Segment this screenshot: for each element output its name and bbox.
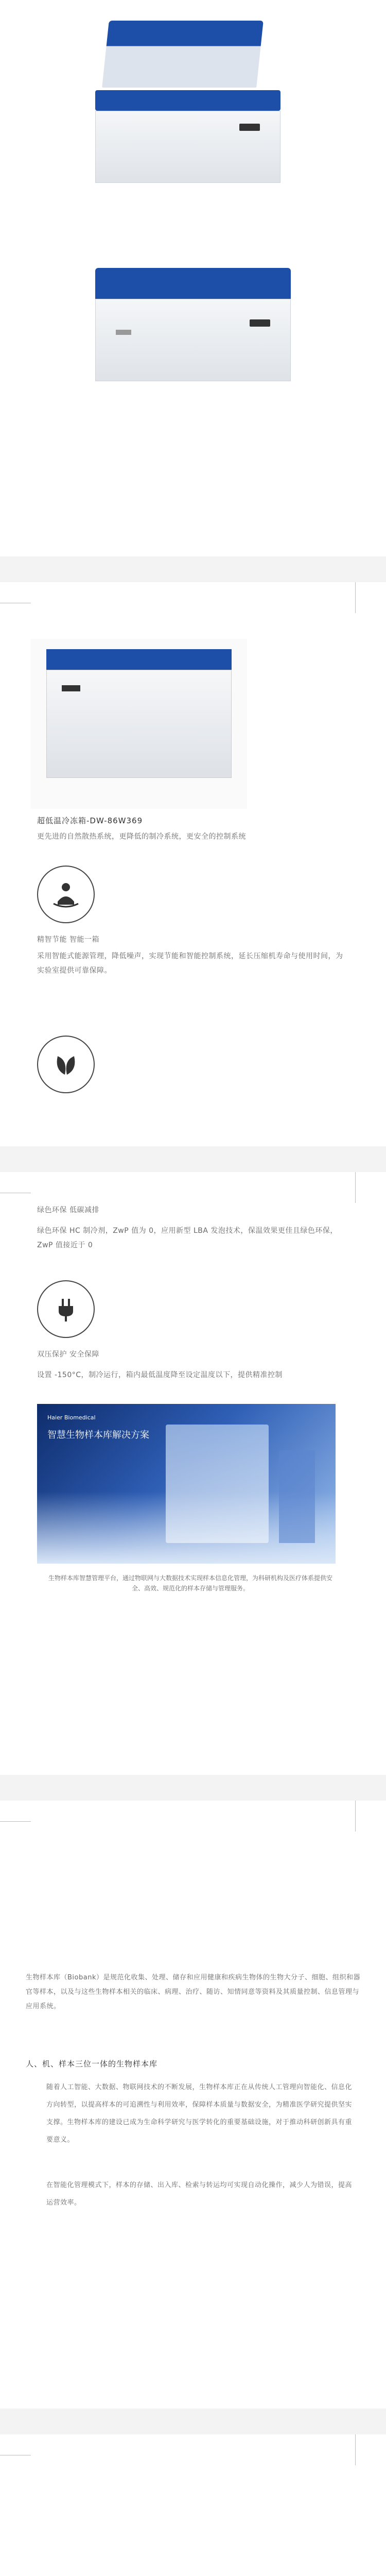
feature-body-2: 绿色环保 HC 制冷剂，ZwP 值为 0，应用新型 LBA 发泡技术，保温效果更佳且绿色环保，ZwP 值接近于 0 [37, 1227, 338, 1249]
feature-body-1: 采用智能式能源管理，降低噪声，实现节能和智能控制系统，延长压缩机寿命与使用时间，为实验室提供可靠保障。 [37, 952, 343, 975]
section-divider [0, 556, 386, 582]
feature-title-1: 精智节能 智能一箱 [37, 936, 99, 944]
section-divider [0, 1775, 386, 1801]
plug-icon [37, 1280, 95, 1338]
person-hands-icon [37, 866, 95, 923]
product-subtitle: 更先进的自然散热系统，更降低的制冷系统，更安全的控制系统 [37, 833, 246, 841]
section-divider [0, 1146, 386, 1172]
feature-title-2: 绿色环保 低碳减排 [37, 1206, 99, 1214]
biobank-banner [37, 1404, 336, 1564]
banner-sub: Haier Biomedical [47, 1414, 96, 1421]
article-section-title: 人、机、样本三位一体的生物样本库 [26, 2059, 158, 2069]
article-section [0, 1801, 386, 2409]
hub-section [0, 2434, 386, 2576]
banner-caption: 生物样本库智慧管理平台，通过物联网与大数据技术实现样本信息化管理，为科研机构及医疗体系提供安全、高效、规范化的样本存储与管理服务。 [48, 1574, 332, 1592]
product-detail-section [0, 582, 386, 1146]
leaf-icon [37, 1036, 95, 1093]
freezer-photo-closed [85, 268, 301, 392]
feature-title-3: 双压保护 安全保障 [37, 1350, 99, 1359]
article-intro: 生物样本库（Biobank）是规范化收集、处理、储存和应用健康和疾病生物体的生物大分子、细胞、组织和器官等样本，以及与这些生物样本相关的临床、病理、治疗、随访、知情同意等资料及其质量控制、信息管理与应用系统。 [26, 1974, 360, 2010]
feature-body-3: 设置 -150°C，制冷运行，箱内最低温度降至设定温度以下，提供精准控制 [37, 1371, 283, 1379]
article-section-body-2: 在智能化管理模式下，样本的存储、出入库、检索与转运均可实现自动化操作，减少人为错误，提高运营效率。 [46, 2181, 353, 2207]
product-photo-section [0, 0, 386, 556]
article-section-body: 随着人工智能、大数据、物联网技术的不断发展，生物样本库正在从传统人工管理向智能化、信息化方向转型，以提高样本的可追溯性与利用效率，保障样本质量与数据安全，为精准医学研究提供坚实支撑。生物样本库的建设已成为生命科学研究与医学转化的重要基础设施，对于推动科研创新具有重要意义。 [46, 2083, 353, 2144]
freezer-photo-front [31, 639, 247, 809]
section-divider [0, 2409, 386, 2434]
features-banner-section [0, 1172, 386, 1775]
freezer-photo-open [85, 21, 301, 191]
product-model: 超低温冷冻箱-DW-86W369 [37, 816, 143, 825]
banner-heading: 智慧生物样本库解决方案 [47, 1430, 149, 1440]
